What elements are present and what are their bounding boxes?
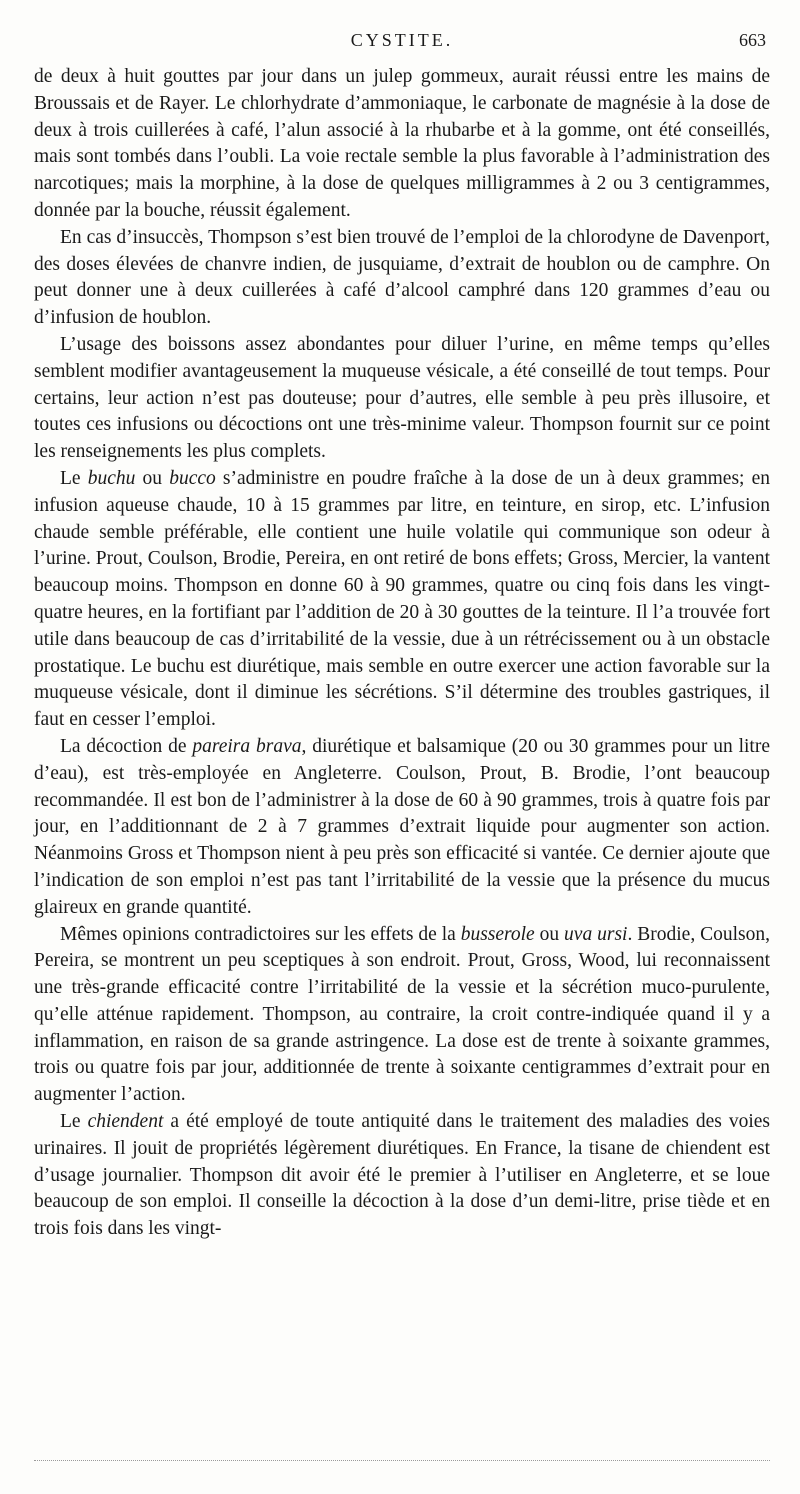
paragraph — [34, 734, 770, 922]
text-span: Mêmes opinions contradictoires sur les effets de la — [60, 923, 461, 945]
running-title: CYSTITE. — [350, 30, 454, 50]
text-span: a été employé de toute antiquité dans le traitement des maladies des voies urinaires. Il jouit de propriétés légèrement diurétiques. En France, la tisane de chiendent est d’usage journalier. Thompson dit avoir été le premier à l’utiliser en Angleterre, et se loue beaucoup de son emploi. Il conseille la décoction à la dose d’un demi-litre, prise tiède et en trois fois dans les vingt- — [34, 1111, 770, 1240]
text-span: L’usage des boissons assez abondantes pour diluer l’urine, en même temps qu’elles semblent modifier avantageusement la muqueuse vésicale, a été conseillé de tout temps. Pour certains, leur action n’est pas douteuse; pour d’autres, elle semble à peu près illusoire, et toutes ces infusions ou décoctions ont une très-minime valeur. Thompson fournit sur ce point les renseignements les plus complets. — [34, 333, 770, 463]
paragraph — [34, 225, 770, 332]
italic-term: buchu — [87, 467, 136, 489]
text-span: , diurétique et balsamique (20 ou 30 grammes pour un litre d’eau), est très-employée en Angleterre. Coulson, Prout, B. Brodie, l’ont beaucoup recommandée. Il est bon de l’administrer à la dose de 60 à 90 grammes, trois à quatre fois par jour, en l’additionnant de 2 à 7 grammes d’extrait liquide pour augmenter son action. Néanmoins Gross et Thompson nient à peu près son efficacité si vantée. Ce dernier ajoute que l’indication de son emploi n’est pas tant l’irritabilité de la vessie que la présence du mucus glaireux en grande quantité. — [34, 735, 770, 918]
body-text — [34, 64, 770, 1243]
page-number: 663 — [739, 30, 766, 50]
italic-term: pareira brava — [192, 735, 302, 757]
text-span: Le — [60, 467, 88, 489]
text-span: . Brodie, Coulson, Pereira, se montrent un peu sceptiques à son endroit. Prout, Gross, Wood, lui reconnaissent une très-grande efficacité contre l’irritabilité de la vessie et la sécrétion muco-purulente, qu’elle atténue rapidement. Thompson, au contraire, la croit contre-indiquée quand il y a inflammation, en raison de sa grande astringence. La dose est de trente à soixante grammes, trois ou quatre fois par jour, additionnée de trente à soixante centigrammes d’extrait pour en augmenter l’action. — [34, 923, 771, 1106]
text-span: s’administre en poudre fraîche à la dose de un à deux grammes; en infusion aqueuse chaude, 10 à 15 grammes par litre, en teinture, en sirop, etc. L’infusion chaude semble préférable, elle contient une huile volatile qui communique son odeur à l’urine. Prout, Coulson, Brodie, Pereira, en ont retiré de bons effets; Gross, Mercier, la vantent beaucoup moins. Thompson en donne 60 à 90 grammes, quatre ou cinq fois dans les vingt-quatre heures, en la fortifiant par l’addition de 20 à 30 gouttes de la teinture. Il l’a trouvée fort utile dans beaucoup de cas d’irritabilité de la vessie, due à un rétrécissement ou à un obstacle prostatique. Le buchu est diurétique, mais semble en outre exercer une action favorable sur la muqueuse vésicale, dont il diminue les sécrétions. S’il détermine des troubles gastriques, il faut en cesser l’emploi. — [34, 467, 770, 731]
text-span: de deux à huit gouttes par jour dans un julep gommeux, aurait réussi entre les mains de Broussais et de Rayer. Le chlorhydrate d’ammoniaque, le carbonate de magnésie à la dose de deux à trois cuillerées à café, l’alun associé à la rhubarbe et à la gomme, ont été conseillés, mais sont tombés dans l’oubli. La voie rectale semble la plus favorable à l’administration des narcotiques; mais la morphine, à la dose de quelques milligrammes à 2 ou 3 centigrammes, donnée par la bouche, réussit également. — [34, 66, 770, 221]
paragraph — [34, 332, 770, 466]
italic-term: uva ursi — [564, 923, 628, 945]
paragraph — [34, 922, 770, 1110]
italic-term: busserole — [460, 923, 535, 945]
text-span: ou — [534, 923, 565, 945]
italic-term: bucco — [169, 467, 216, 489]
text-span: ou — [135, 467, 170, 489]
text-span: La décoction de — [60, 735, 193, 757]
text-span: En cas d’insuccès, Thompson s’est bien trouvé de l’emploi de la chlorodyne de Davenport, des doses élevées de chanvre indien, de jusquiame, d’extrait de houblon ou de camphre. On peut donner une à deux cuillerées à café d’alcool camphré dans 120 grammes d’eau ou d’infusion de houblon. — [34, 226, 770, 329]
paragraph — [34, 64, 770, 225]
page-header — [34, 30, 770, 58]
paragraph — [34, 1109, 770, 1243]
italic-term: chiendent — [87, 1111, 164, 1133]
text-span: Le — [60, 1111, 88, 1133]
footer-divider — [34, 1460, 770, 1461]
paragraph — [34, 466, 770, 734]
